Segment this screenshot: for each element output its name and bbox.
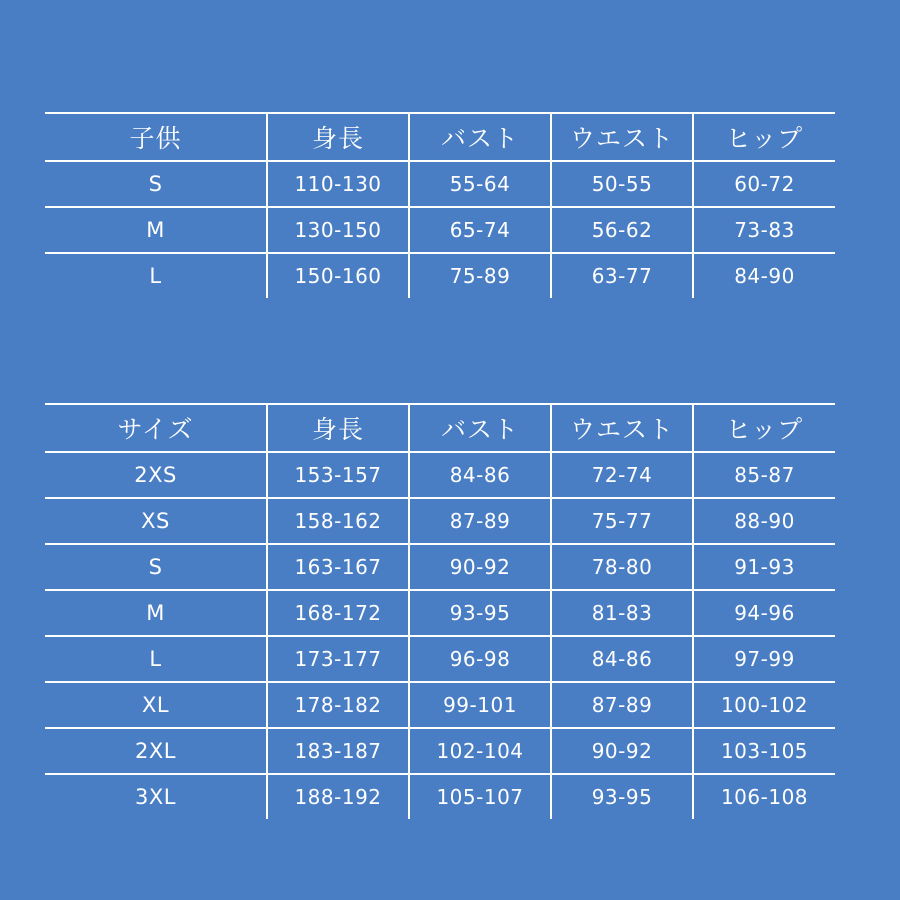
- adult-row-5-bust: 99-101: [409, 682, 551, 728]
- adult-table-header: [45, 404, 835, 452]
- adult-row-3-hip: 94-96: [693, 590, 835, 636]
- kids-row-2-hip: 84-90: [693, 253, 835, 298]
- adult-row-2-size: S: [45, 544, 267, 590]
- kids-row-0-height: 110-130: [267, 161, 409, 207]
- adult-row-6-hip: 103-105: [693, 728, 835, 774]
- adult-row-4-waist: 84-86: [551, 636, 693, 682]
- adult-header-bust: バスト: [409, 404, 551, 452]
- adult-row-7-bust: 105-107: [409, 774, 551, 819]
- adult-row-4-hip: 97-99: [693, 636, 835, 682]
- adult-row-6-height: 183-187: [267, 728, 409, 774]
- kids-row-0-waist: 50-55: [551, 161, 693, 207]
- table-row: [45, 590, 835, 636]
- kids-size-table-block: [45, 112, 835, 298]
- kids-row-2-size: L: [45, 253, 267, 298]
- adult-row-1-size: XS: [45, 498, 267, 544]
- adult-size-table-block: [45, 403, 835, 819]
- kids-header-height: 身長: [267, 113, 409, 161]
- adult-row-6-size: 2XL: [45, 728, 267, 774]
- adult-row-0-height: 153-157: [267, 452, 409, 498]
- adult-row-2-height: 163-167: [267, 544, 409, 590]
- kids-row-2-height: 150-160: [267, 253, 409, 298]
- adult-table-body: [45, 452, 835, 819]
- adult-row-7-waist: 93-95: [551, 774, 693, 819]
- adult-header-hip: ヒップ: [693, 404, 835, 452]
- kids-header-waist: ウエスト: [551, 113, 693, 161]
- table-row: [45, 207, 835, 253]
- adult-row-2-hip: 91-93: [693, 544, 835, 590]
- adult-row-3-size: M: [45, 590, 267, 636]
- adult-row-0-size: 2XS: [45, 452, 267, 498]
- table-row: [45, 774, 835, 819]
- table-row: [45, 544, 835, 590]
- kids-row-1-bust: 65-74: [409, 207, 551, 253]
- kids-row-0-size: S: [45, 161, 267, 207]
- adult-row-6-bust: 102-104: [409, 728, 551, 774]
- kids-table-header: [45, 113, 835, 161]
- kids-size-table: [45, 112, 835, 298]
- table-row: [45, 682, 835, 728]
- adult-header-size: サイズ: [45, 404, 267, 452]
- adult-row-3-waist: 81-83: [551, 590, 693, 636]
- adult-row-4-size: L: [45, 636, 267, 682]
- kids-row-0-hip: 60-72: [693, 161, 835, 207]
- adult-row-3-height: 168-172: [267, 590, 409, 636]
- table-row: [45, 636, 835, 682]
- adult-row-1-height: 158-162: [267, 498, 409, 544]
- adult-row-3-bust: 93-95: [409, 590, 551, 636]
- adult-row-7-hip: 106-108: [693, 774, 835, 819]
- adult-row-5-hip: 100-102: [693, 682, 835, 728]
- table-row: [45, 452, 835, 498]
- adult-row-4-height: 173-177: [267, 636, 409, 682]
- table-row: [45, 161, 835, 207]
- adult-row-7-height: 188-192: [267, 774, 409, 819]
- adult-row-7-size: 3XL: [45, 774, 267, 819]
- adult-row-1-bust: 87-89: [409, 498, 551, 544]
- kids-header-category: 子供: [45, 113, 267, 161]
- table-row: [45, 253, 835, 298]
- kids-header-hip: ヒップ: [693, 113, 835, 161]
- adult-row-0-waist: 72-74: [551, 452, 693, 498]
- table-header-row: [45, 404, 835, 452]
- adult-header-height: 身長: [267, 404, 409, 452]
- table-row: [45, 728, 835, 774]
- adult-size-table: [45, 403, 835, 819]
- kids-row-0-bust: 55-64: [409, 161, 551, 207]
- kids-table-body: [45, 161, 835, 298]
- table-row: [45, 498, 835, 544]
- adult-row-5-height: 178-182: [267, 682, 409, 728]
- adult-row-2-waist: 78-80: [551, 544, 693, 590]
- kids-header-bust: バスト: [409, 113, 551, 161]
- adult-row-0-hip: 85-87: [693, 452, 835, 498]
- adult-row-0-bust: 84-86: [409, 452, 551, 498]
- adult-header-waist: ウエスト: [551, 404, 693, 452]
- kids-row-1-size: M: [45, 207, 267, 253]
- adult-row-4-bust: 96-98: [409, 636, 551, 682]
- kids-row-1-hip: 73-83: [693, 207, 835, 253]
- adult-row-5-waist: 87-89: [551, 682, 693, 728]
- adult-row-1-hip: 88-90: [693, 498, 835, 544]
- kids-row-1-height: 130-150: [267, 207, 409, 253]
- adult-row-2-bust: 90-92: [409, 544, 551, 590]
- table-header-row: [45, 113, 835, 161]
- adult-row-6-waist: 90-92: [551, 728, 693, 774]
- adult-row-1-waist: 75-77: [551, 498, 693, 544]
- kids-row-2-bust: 75-89: [409, 253, 551, 298]
- kids-row-2-waist: 63-77: [551, 253, 693, 298]
- kids-row-1-waist: 56-62: [551, 207, 693, 253]
- adult-row-5-size: XL: [45, 682, 267, 728]
